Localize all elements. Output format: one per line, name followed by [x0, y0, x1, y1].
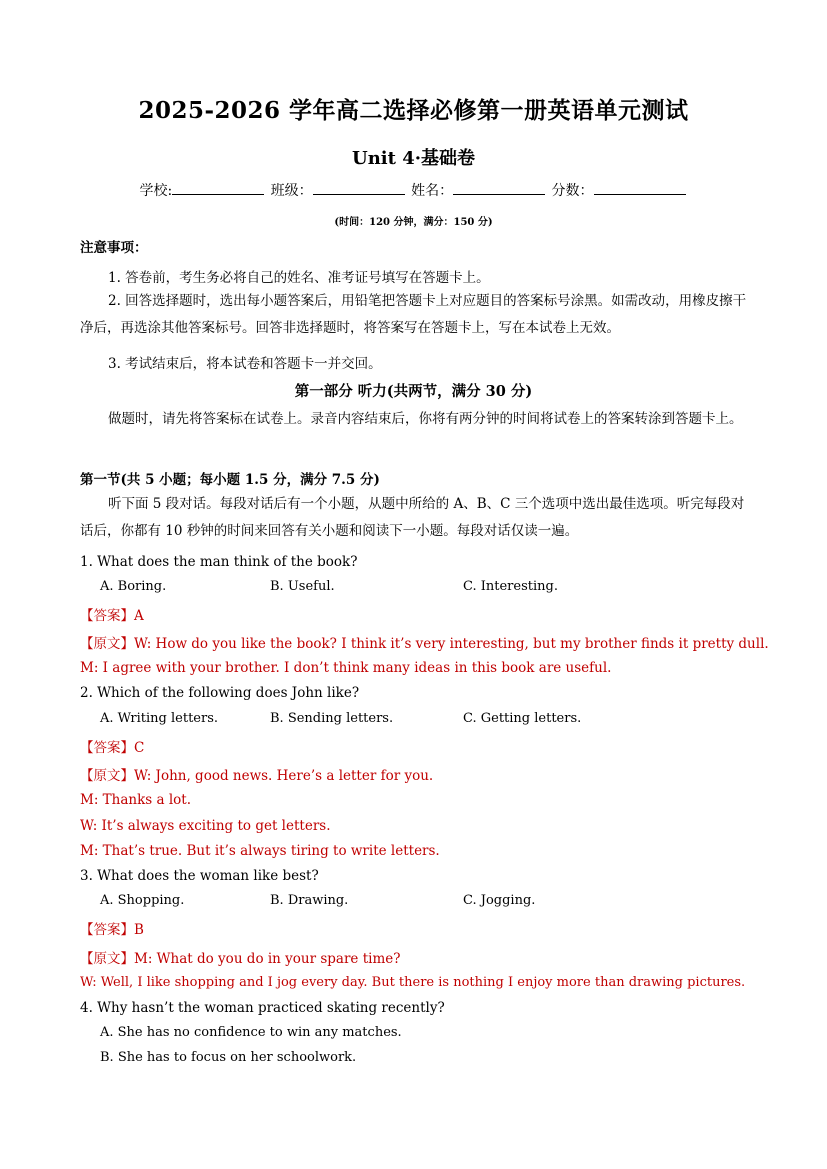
- answer-value: B: [134, 922, 144, 938]
- q2-script-line-3: W: It’s always exciting to get letters.: [80, 818, 331, 834]
- question-3: 3. What does the woman like best?: [80, 868, 319, 884]
- question-2: 2. Which of the following does John like?: [80, 685, 360, 701]
- script-text: W: John, good news. Here’s a letter for you.: [134, 768, 434, 784]
- name-blank: [453, 180, 545, 195]
- class-label: 班级：: [270, 183, 313, 199]
- script-label: 【原文】: [80, 951, 134, 967]
- answer-value: C: [134, 740, 145, 756]
- answer-label: 【答案】: [80, 740, 134, 756]
- q2-script-line-1: [80, 764, 433, 784]
- script-text: M: What do you do in your spare time?: [134, 951, 401, 967]
- q2-option-c: C. Getting letters.: [463, 711, 582, 726]
- question-1: 1. What does the man think of the book?: [80, 554, 358, 570]
- q3-script-line-2: W: Well, I like shopping and I jog every day. But there is nothing I enjoy more than drawing pictures.: [80, 975, 746, 990]
- q4-option-a: A. She has no confidence to win any matches.: [100, 1025, 402, 1040]
- q3-script-line-1: [80, 947, 400, 967]
- answer-label: 【答案】: [80, 608, 134, 624]
- q3-option-b: B. Drawing.: [270, 893, 349, 908]
- q4-option-b: B. She has to focus on her schoolwork.: [100, 1050, 357, 1065]
- part1-intro: 做题时，请先将答案标在试卷上。录音内容结束后，你将有两分钟的时间将试卷上的答案转涂到答题卡上。: [108, 411, 743, 427]
- notes-heading: 注意事项：: [80, 240, 148, 256]
- section1-intro: 听下面 5 段对话。每段对话后有一个小题，从题中所给的 A、B、C 三个选项中选出最佳选项。听完每段对话后，你都有 10 秒钟的时间来回答有关小题和阅读下一小题。每段对话仅读一遍。: [80, 496, 745, 539]
- q2-option-a: A. Writing letters.: [100, 711, 219, 726]
- q3-answer: [80, 918, 144, 938]
- answer-value: A: [134, 608, 144, 624]
- section1-heading: 第一节(共 5 小题；每小题 1.5 分，满分 7.5 分): [80, 472, 380, 488]
- note-item-1: 1. 答卷前，考生务必将自己的姓名、准考证号填写在答题卡上。: [108, 270, 490, 286]
- note-item-3: 3. 考试结束后，将本试卷和答题卡一并交回。: [108, 356, 382, 372]
- script-label: 【原文】: [80, 636, 134, 652]
- exam-subtitle: Unit 4·基础卷: [352, 148, 475, 169]
- part1-heading: 第一部分 听力(共两节，满分 30 分): [294, 383, 533, 400]
- q1-option-a: A. Boring.: [100, 579, 167, 594]
- q1-option-c: C. Interesting.: [463, 579, 558, 594]
- name-label: 姓名：: [411, 183, 454, 199]
- answer-label: 【答案】: [80, 922, 134, 938]
- question-4: 4. Why hasn’t the woman practiced skating recently?: [80, 1000, 445, 1016]
- student-info-line: [0, 180, 827, 200]
- note-item-2: 2. 回答选择题时，选出每小题答案后，用铅笔把答题卡上对应题目的答案标号涂黑。如需改动，用橡皮擦干净后，再选涂其他答案标号。回答非选择题时，将答案写在答题卡上，写在本试卷上无效。: [80, 293, 747, 336]
- q1-option-b: B. Useful.: [270, 579, 335, 594]
- score-label: 分数：: [551, 183, 594, 199]
- score-blank: [594, 180, 686, 195]
- class-blank: [313, 180, 405, 195]
- q2-option-b: B. Sending letters.: [270, 711, 394, 726]
- script-text: W: How do you like the book? I think it’s very interesting, but my brother finds it pretty dull.: [134, 636, 769, 652]
- exam-title: 2025-2026 学年高二选择必修第一册英语单元测试: [138, 97, 689, 124]
- q1-script-line-2: M: I agree with your brother. I don’t think many ideas in this book are useful.: [80, 660, 612, 676]
- school-label: 学校:: [139, 183, 173, 199]
- q3-option-c: C. Jogging.: [463, 893, 536, 908]
- q2-script-line-2: M: Thanks a lot.: [80, 792, 192, 808]
- school-blank: [172, 180, 264, 195]
- q1-script-line-1: [80, 632, 769, 652]
- script-label: 【原文】: [80, 768, 134, 784]
- q1-answer: [80, 604, 144, 624]
- time-note: (时间：120 分钟，满分：150 分): [334, 217, 493, 228]
- q3-option-a: A. Shopping.: [100, 893, 185, 908]
- q2-answer: [80, 736, 144, 756]
- q2-script-line-4: M: That’s true. But it’s always tiring to write letters.: [80, 843, 440, 859]
